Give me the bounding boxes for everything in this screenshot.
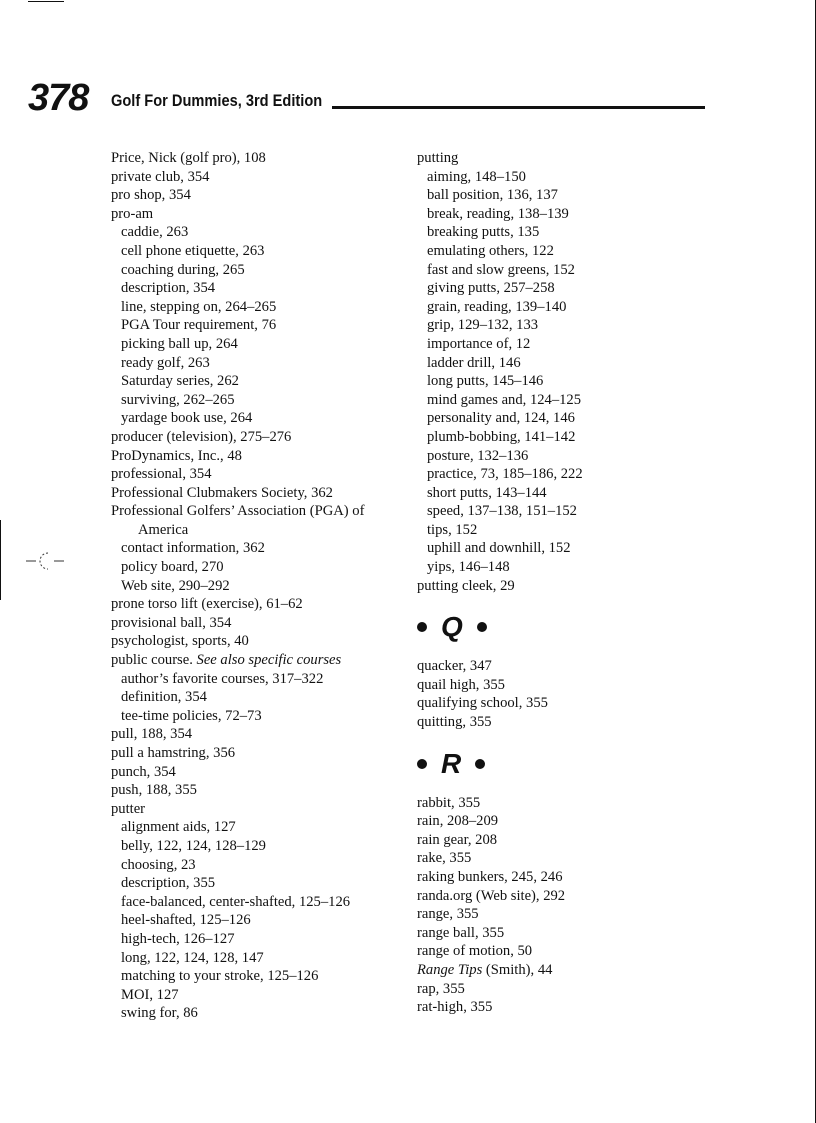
section-q-entries xyxy=(417,657,717,731)
entry-text: heel-shafted, 125–126 xyxy=(121,912,251,929)
index-subentry xyxy=(111,986,411,1005)
entry-text: author’s favorite courses, 317–322 xyxy=(121,670,324,687)
index-column-right xyxy=(417,149,717,1017)
entry-text: Price, Nick (golf pro), 108 xyxy=(111,150,266,166)
index-subentry xyxy=(111,688,411,707)
index-subentry xyxy=(417,186,717,205)
index-entry xyxy=(417,577,717,596)
entry-text: ready golf, 263 xyxy=(121,354,210,371)
entry-text: break, reading, 138–139 xyxy=(427,205,569,222)
entry-text: Saturday series, 262 xyxy=(121,373,239,390)
entry-text: importance of, 12 xyxy=(427,335,531,352)
entry-text: tee-time policies, 72–73 xyxy=(121,707,262,724)
index-subentry xyxy=(111,354,411,373)
index-subentry xyxy=(111,949,411,968)
entry-text: breaking putts, 135 xyxy=(427,224,540,241)
entry-text: matching to your stroke, 125–126 xyxy=(121,968,319,985)
page-number: 378 xyxy=(28,77,89,119)
entry-text: swing for, 86 xyxy=(121,1005,198,1022)
entry-text: description, 355 xyxy=(121,875,216,892)
index-entry xyxy=(417,980,717,999)
index-entry xyxy=(111,725,411,744)
index-subentry xyxy=(417,354,717,373)
entry-text: policy board, 270 xyxy=(121,559,224,576)
putting-entries xyxy=(417,149,717,595)
index-subentry xyxy=(111,577,411,596)
entry-text: line, stepping on, 264–265 xyxy=(121,298,277,315)
crop-mark-top xyxy=(28,1,64,2)
entry-text: rat-high, 355 xyxy=(417,999,493,1016)
index-subentry xyxy=(417,539,717,558)
index-entry xyxy=(417,794,717,813)
entry-text: quail high, 355 xyxy=(417,676,505,693)
index-subentry xyxy=(111,670,411,689)
index-subentry xyxy=(111,539,411,558)
index-subentry xyxy=(111,930,411,949)
index-entry xyxy=(111,800,411,819)
index-subentry xyxy=(417,502,717,521)
index-subentry xyxy=(111,856,411,875)
index-subentry xyxy=(111,223,411,242)
index-subentry xyxy=(111,1004,411,1023)
entry-text: punch, 354 xyxy=(111,763,176,780)
entry-text: rain gear, 208 xyxy=(417,831,498,848)
entry-text: personality and, 124, 146 xyxy=(427,410,575,427)
entry-text: grip, 129–132, 133 xyxy=(427,317,539,334)
entry-text: contact information, 362 xyxy=(121,540,265,557)
entry-text: Professional Golfers’ Association (PGA) of America xyxy=(111,503,365,538)
entry-text: high-tech, 126–127 xyxy=(121,930,235,947)
index-subentry xyxy=(417,205,717,224)
bullet-icon xyxy=(477,622,487,632)
entry-text: description, 354 xyxy=(121,280,216,297)
index-entry xyxy=(111,502,411,539)
see-also-reference: See also specific courses xyxy=(196,652,342,669)
index-subentry xyxy=(417,465,717,484)
entry-text: pull a hamstring, 356 xyxy=(111,745,236,761)
entry-text: posture, 132–136 xyxy=(427,447,529,464)
index-entry xyxy=(111,447,411,466)
bullet-icon xyxy=(417,759,427,769)
index-subentry xyxy=(417,484,717,503)
entry-text: coaching during, 265 xyxy=(121,261,245,278)
entry-title-italic: Range Tips xyxy=(417,961,483,978)
entry-text: public course. xyxy=(111,652,193,669)
entry-text: range of motion, 50 xyxy=(417,943,533,960)
index-subentry xyxy=(417,242,717,261)
index-entry xyxy=(417,812,717,831)
index-entry xyxy=(417,694,717,713)
entry-text: surviving, 262–265 xyxy=(121,391,235,408)
index-subentry xyxy=(111,279,411,298)
entry-text: professional, 354 xyxy=(111,466,212,483)
entry-text: yips, 146–148 xyxy=(427,559,510,576)
index-subentry xyxy=(417,391,717,410)
entry-text: pull, 188, 354 xyxy=(111,726,193,743)
index-entry xyxy=(111,149,411,168)
entry-text: range ball, 355 xyxy=(417,924,505,941)
entry-text: ProDynamics, Inc., 48 xyxy=(111,447,242,464)
entry-text: picking ball up, 264 xyxy=(121,335,238,352)
header-rule xyxy=(332,106,705,109)
entry-text: cell phone etiquette, 263 xyxy=(121,242,265,259)
entry-text: PGA Tour requirement, 76 xyxy=(121,317,277,334)
index-entry xyxy=(417,905,717,924)
index-entry xyxy=(111,428,411,447)
entry-text: plumb-bobbing, 141–142 xyxy=(427,428,576,445)
entry-text: range, 355 xyxy=(417,906,479,923)
entry-text: giving putts, 257–258 xyxy=(427,280,555,297)
entry-text: grain, reading, 139–140 xyxy=(427,298,567,315)
bullet-icon xyxy=(417,622,427,632)
index-entry xyxy=(111,168,411,187)
entry-text: qualifying school, 355 xyxy=(417,695,548,712)
index-subentry xyxy=(111,893,411,912)
entry-text: producer (television), 275–276 xyxy=(111,428,292,445)
index-subentry xyxy=(417,372,717,391)
entry-text: belly, 122, 124, 128–129 xyxy=(121,837,266,854)
entry-text: ladder drill, 146 xyxy=(427,354,521,371)
index-subentry xyxy=(111,298,411,317)
bullet-icon xyxy=(475,759,485,769)
index-entry xyxy=(417,149,717,168)
index-subentry xyxy=(417,316,717,335)
index-entry xyxy=(417,961,717,980)
entry-text: putting xyxy=(417,150,459,166)
index-subentry xyxy=(111,911,411,930)
index-entry xyxy=(111,614,411,633)
entry-text: randa.org (Web site), 292 xyxy=(417,887,566,904)
index-entry xyxy=(417,924,717,943)
index-subentry xyxy=(417,298,717,317)
entry-text: private club, 354 xyxy=(111,168,210,185)
index-subentry xyxy=(111,967,411,986)
entry-text: quitting, 355 xyxy=(417,714,492,731)
index-subentry xyxy=(417,447,717,466)
entry-text: aiming, 148–150 xyxy=(427,168,526,185)
entry-text: emulating others, 122 xyxy=(427,242,554,259)
index-entry xyxy=(111,651,411,670)
index-entry xyxy=(111,484,411,503)
index-subentry xyxy=(111,372,411,391)
index-entry xyxy=(417,849,717,868)
index-subentry xyxy=(111,558,411,577)
entry-text: quacker, 347 xyxy=(417,658,492,675)
index-entry xyxy=(111,744,411,763)
entry-text: uphill and downhill, 152 xyxy=(427,540,571,557)
index-subentry xyxy=(417,223,717,242)
entry-text: Web site, 290–292 xyxy=(121,577,230,594)
index-entry xyxy=(417,887,717,906)
index-entry xyxy=(417,998,717,1017)
index-entry xyxy=(111,595,411,614)
entry-text: speed, 137–138, 151–152 xyxy=(427,503,577,520)
index-entry xyxy=(417,713,717,732)
index-subentry xyxy=(111,409,411,428)
index-entry xyxy=(417,831,717,850)
index-subentry xyxy=(417,558,717,577)
section-letter-q: Q xyxy=(441,611,463,643)
index-subentry xyxy=(111,707,411,726)
entry-text: putting cleek, 29 xyxy=(417,577,515,594)
entry-text: mind games and, 124–125 xyxy=(427,391,582,408)
entry-text: (Smith), 44 xyxy=(482,961,553,978)
index-subentry xyxy=(417,428,717,447)
index-subentry xyxy=(111,874,411,893)
entry-text: rake, 355 xyxy=(417,850,472,867)
entry-text: putter xyxy=(111,800,146,817)
entry-text: choosing, 23 xyxy=(121,856,196,873)
entry-text: prone torso lift (exercise), 61–62 xyxy=(111,596,303,613)
index-subentry xyxy=(111,837,411,856)
section-header-r xyxy=(417,744,717,784)
entry-text: alignment aids, 127 xyxy=(121,819,236,836)
registration-mark-icon xyxy=(26,549,66,573)
entry-text: pro shop, 354 xyxy=(111,187,191,204)
section-letter-r: R xyxy=(441,747,462,779)
entry-text: push, 188, 355 xyxy=(111,782,197,799)
entry-text: rabbit, 355 xyxy=(417,794,481,811)
index-subentry xyxy=(417,409,717,428)
index-subentry xyxy=(417,168,717,187)
index-subentry xyxy=(417,335,717,354)
entry-text: long, 122, 124, 128, 147 xyxy=(121,949,264,966)
index-subentry xyxy=(111,316,411,335)
index-entry xyxy=(111,781,411,800)
index-column-left xyxy=(111,149,411,1023)
entry-text: rain, 208–209 xyxy=(417,813,499,830)
section-header-q xyxy=(417,607,717,647)
index-subentry xyxy=(111,242,411,261)
index-subentry xyxy=(417,279,717,298)
entry-text: face-balanced, center-shafted, 125–126 xyxy=(121,893,351,910)
entry-text: psychologist, sports, 40 xyxy=(111,633,249,650)
entry-text: Professional Clubmakers Society, 362 xyxy=(111,484,333,501)
entry-text: pro-am xyxy=(111,205,154,222)
running-title: Golf For Dummies, 3rd Edition xyxy=(111,91,323,110)
entry-text: caddie, 263 xyxy=(121,224,189,241)
index-entry xyxy=(111,186,411,205)
entry-text: raking bunkers, 245, 246 xyxy=(417,869,563,885)
index-subentry xyxy=(111,261,411,280)
entry-text: long putts, 145–146 xyxy=(427,373,544,390)
index-entry xyxy=(111,632,411,651)
section-r-entries xyxy=(417,794,717,1017)
index-entry xyxy=(417,676,717,695)
entry-text: short putts, 143–144 xyxy=(427,484,547,501)
entry-text: practice, 73, 185–186, 222 xyxy=(427,466,583,483)
index-entry xyxy=(417,657,717,676)
index-subentry xyxy=(111,818,411,837)
entry-text: tips, 152 xyxy=(427,521,478,538)
entry-text: provisional ball, 354 xyxy=(111,614,232,631)
index-entry xyxy=(417,942,717,961)
index-entry xyxy=(111,763,411,782)
index-entry xyxy=(111,205,411,224)
entry-text: definition, 354 xyxy=(121,689,207,706)
entry-text: yardage book use, 264 xyxy=(121,410,253,427)
index-subentry xyxy=(417,521,717,540)
index-subentry xyxy=(417,261,717,280)
entry-text: rap, 355 xyxy=(417,980,465,997)
page-edge-left xyxy=(0,520,1,600)
index-subentry xyxy=(111,391,411,410)
index-entry xyxy=(111,465,411,484)
entry-text: ball position, 136, 137 xyxy=(427,187,558,204)
index-entry xyxy=(417,868,717,887)
entry-text: fast and slow greens, 152 xyxy=(427,261,575,278)
index-subentry xyxy=(111,335,411,354)
entry-text: MOI, 127 xyxy=(121,986,179,1003)
